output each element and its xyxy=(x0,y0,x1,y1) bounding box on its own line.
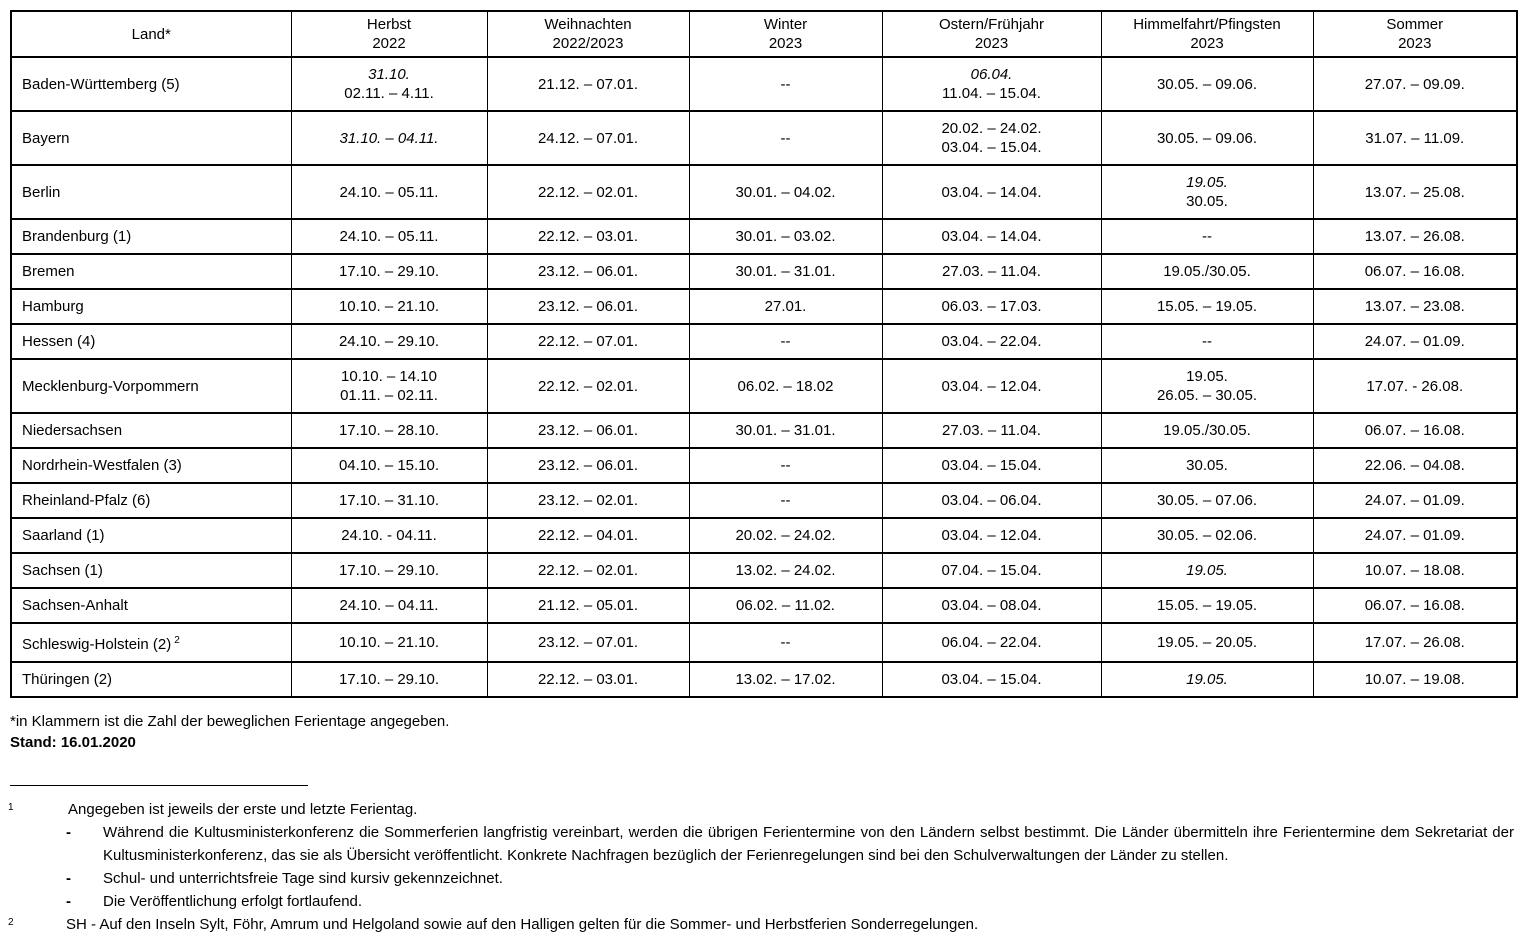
date-line: 24.10. – 29.10. xyxy=(338,333,440,350)
date-line: 22.12. – 03.01. xyxy=(537,671,639,688)
date-line: 17.07. – 26.08. xyxy=(1364,634,1465,651)
date-line: 23.12. – 06.01. xyxy=(537,422,639,439)
date-line: -- xyxy=(1202,228,1212,245)
cell-sommer xyxy=(1313,623,1517,662)
date-line: -- xyxy=(780,129,791,147)
cell-sommer xyxy=(1313,413,1517,448)
cell-sommer xyxy=(1313,324,1517,359)
date-line: 24.10. – 05.11. xyxy=(339,183,439,201)
cell-ostern xyxy=(882,359,1101,413)
footnote-bullet xyxy=(66,890,1518,913)
land-cell: Baden-Württemberg (5) xyxy=(11,57,291,111)
footnote-1 xyxy=(10,798,1518,913)
cell-weihnachten xyxy=(487,413,689,448)
date-line: 30.01. – 31.01. xyxy=(735,263,836,280)
cell-sommer xyxy=(1313,553,1517,588)
cell-herbst xyxy=(291,111,487,165)
date-line: 24.10. – 04.11. xyxy=(339,597,439,614)
cell-herbst xyxy=(291,57,487,111)
date-line: 17.10. – 31.10. xyxy=(338,492,440,509)
column-header-himmelfahrt: Himmelfahrt/Pfingsten 2023 xyxy=(1101,11,1313,57)
date-line: 03.04. – 15.04. xyxy=(941,457,1042,474)
date-line: 22.12. – 02.01. xyxy=(537,562,639,579)
cell-weihnachten xyxy=(487,289,689,324)
date-line: 23.12. – 06.01. xyxy=(537,457,639,474)
date-line: 19.05. xyxy=(1186,562,1228,579)
cell-weihnachten xyxy=(487,483,689,518)
date-line: 06.03. – 17.03. xyxy=(941,298,1042,315)
cell-weihnachten xyxy=(487,254,689,289)
date-line: 03.04. – 15.04. xyxy=(941,671,1042,688)
date-line: 31.07. – 11.09. xyxy=(1365,129,1465,147)
date-line: 03.04. – 14.04. xyxy=(941,183,1042,201)
date-line: 03.04. – 12.04. xyxy=(941,377,1042,395)
date-line: 03.04. – 14.04. xyxy=(941,228,1042,245)
date-line: -- xyxy=(780,457,791,474)
table-row xyxy=(11,289,1517,324)
cell-himmelfahrt xyxy=(1101,111,1313,165)
date-line: 17.07. - 26.08. xyxy=(1366,377,1464,395)
footnote-1-number: 1 xyxy=(8,802,14,813)
footnote-2 xyxy=(10,913,1518,936)
cell-herbst xyxy=(291,623,487,662)
cell-sommer xyxy=(1313,254,1517,289)
date-line: 10.10. – 21.10. xyxy=(338,634,440,651)
cell-weihnachten xyxy=(487,165,689,219)
cell-sommer xyxy=(1313,57,1517,111)
table-body xyxy=(11,57,1517,697)
land-cell: Schleswig-Holstein (2) $^2$ xyxy=(11,623,291,662)
date-line: 30.01. – 31.01. xyxy=(735,422,836,439)
cell-herbst xyxy=(291,254,487,289)
land-cell: Niedersachsen xyxy=(11,413,291,448)
cell-herbst xyxy=(291,662,487,697)
cell-weihnachten xyxy=(487,553,689,588)
cell-sommer xyxy=(1313,448,1517,483)
cell-sommer xyxy=(1313,111,1517,165)
land-cell: Rheinland-Pfalz (6) xyxy=(11,483,291,518)
date-line: 19.05. xyxy=(1186,174,1228,191)
cell-winter xyxy=(689,324,882,359)
cell-winter xyxy=(689,359,882,413)
cell-winter xyxy=(689,165,882,219)
header-row xyxy=(11,11,1517,57)
date-line: 30.01. – 04.02. xyxy=(735,183,836,201)
bullet-dash: - xyxy=(66,893,71,910)
date-line: 13.02. – 17.02. xyxy=(735,671,836,688)
date-line: 10.10. – 21.10. xyxy=(338,298,440,315)
date-line: -- xyxy=(780,634,791,651)
table-header xyxy=(11,11,1517,57)
date-line: 24.07. – 01.09. xyxy=(1364,333,1465,350)
date-line: 03.04. – 08.04. xyxy=(941,597,1042,614)
date-line: 06.07. – 16.08. xyxy=(1364,422,1465,439)
date-line: 06.04. xyxy=(970,66,1013,83)
cell-sommer xyxy=(1313,219,1517,254)
bullet-text: Die Veröffentlichung erfolgt fortlaufend. xyxy=(103,893,363,910)
date-line: 01.11. – 02.11. xyxy=(340,387,438,404)
table-row xyxy=(11,57,1517,111)
cell-herbst xyxy=(291,324,487,359)
date-line: 11.04. – 15.04. xyxy=(942,85,1041,102)
date-line: 30.05. xyxy=(1186,193,1228,210)
date-line: 21.12. – 07.01. xyxy=(537,75,639,93)
cell-himmelfahrt xyxy=(1101,413,1313,448)
cell-himmelfahrt xyxy=(1101,254,1313,289)
cell-ostern xyxy=(882,518,1101,553)
date-line: 23.12. – 07.01. xyxy=(537,634,639,651)
date-line: 22.12. – 07.01. xyxy=(537,333,639,350)
footnote-1-text: Angegeben ist jeweils der erste und letzte Ferientag. xyxy=(68,801,418,818)
cell-himmelfahrt xyxy=(1101,553,1313,588)
table-row xyxy=(11,413,1517,448)
cell-ostern xyxy=(882,413,1101,448)
table-row xyxy=(11,254,1517,289)
table-row xyxy=(11,111,1517,165)
column-header-winter: Winter 2023 xyxy=(689,11,882,57)
land-cell: Thüringen (2) xyxy=(11,662,291,697)
cell-himmelfahrt xyxy=(1101,219,1313,254)
cell-herbst xyxy=(291,289,487,324)
table-row xyxy=(11,165,1517,219)
date-line: 19.05. – 20.05. xyxy=(1156,634,1258,651)
table-row xyxy=(11,359,1517,413)
date-line: 24.10. - 04.11. xyxy=(341,527,437,544)
land-cell: Berlin xyxy=(11,165,291,219)
date-line: -- xyxy=(780,333,791,350)
bullet-text: Schul- und unterrichtsfreie Tage sind kursiv gekennzeichnet. xyxy=(103,870,503,887)
date-line: 22.06. – 04.08. xyxy=(1364,457,1465,474)
cell-weihnachten xyxy=(487,448,689,483)
land-cell: Brandenburg (1) xyxy=(11,219,291,254)
cell-ostern xyxy=(882,165,1101,219)
cell-himmelfahrt xyxy=(1101,359,1313,413)
date-line: 15.05. – 19.05. xyxy=(1156,298,1258,315)
cell-sommer xyxy=(1313,483,1517,518)
bullet-dash: - xyxy=(66,824,71,841)
cell-himmelfahrt xyxy=(1101,483,1313,518)
cell-weihnachten xyxy=(487,111,689,165)
footnote-bullet xyxy=(66,821,1518,867)
cell-sommer xyxy=(1313,518,1517,553)
cell-himmelfahrt xyxy=(1101,448,1313,483)
column-header-sommer: Sommer 2023 xyxy=(1313,11,1517,57)
date-line: 03.04. – 22.04. xyxy=(941,333,1042,350)
cell-weihnachten xyxy=(487,588,689,623)
cell-ostern xyxy=(882,324,1101,359)
cell-weihnachten xyxy=(487,359,689,413)
date-line: 23.12. – 02.01. xyxy=(537,492,639,509)
stand-date: Stand: 16.01.2020 xyxy=(10,734,136,751)
footnote-separator xyxy=(10,785,308,786)
date-line: 31.10. – 04.11. xyxy=(339,129,439,147)
table-row xyxy=(11,448,1517,483)
date-line: 04.10. – 15.10. xyxy=(338,457,440,474)
cell-winter xyxy=(689,662,882,697)
date-line: 24.10. – 05.11. xyxy=(339,228,439,245)
date-line: 26.05. – 30.05. xyxy=(1156,387,1258,404)
cell-sommer xyxy=(1313,289,1517,324)
date-line: 02.11. – 4.11. xyxy=(344,85,434,102)
cell-ostern xyxy=(882,588,1101,623)
date-line: 27.01. xyxy=(764,298,807,315)
column-header-herbst: Herbst 2022 xyxy=(291,11,487,57)
footnote-bullet xyxy=(66,867,1518,890)
notes-block xyxy=(10,711,1518,753)
date-line: 13.07. – 26.08. xyxy=(1364,228,1465,245)
cell-herbst xyxy=(291,553,487,588)
date-line: 27.07. – 09.09. xyxy=(1364,75,1465,93)
land-cell: Sachsen (1) xyxy=(11,553,291,588)
date-line: 19.05./30.05. xyxy=(1163,422,1251,439)
date-line: 27.03. – 11.04. xyxy=(942,422,1041,439)
table-row xyxy=(11,662,1517,697)
date-line: 06.04. – 22.04. xyxy=(941,634,1042,651)
asterisk-note: *in Klammern ist die Zahl der beweglichen Ferientage angegeben. xyxy=(10,713,450,730)
cell-sommer xyxy=(1313,588,1517,623)
date-line: 06.02. – 11.02. xyxy=(736,597,835,614)
cell-weihnachten xyxy=(487,219,689,254)
bullet-dash: - xyxy=(66,870,71,887)
land-footnote-ref: 2 xyxy=(174,635,180,646)
cell-winter xyxy=(689,483,882,518)
date-line: 20.02. – 24.02. xyxy=(735,527,836,544)
cell-winter xyxy=(689,254,882,289)
cell-winter xyxy=(689,588,882,623)
date-line: 03.04. – 12.04. xyxy=(941,527,1042,544)
date-line: -- xyxy=(780,492,791,509)
table-row xyxy=(11,623,1517,662)
land-cell: Hessen (4) xyxy=(11,324,291,359)
date-line: 10.10. – 14.10 xyxy=(341,368,437,385)
date-line: 30.01. – 03.02. xyxy=(735,228,836,245)
date-line: -- xyxy=(780,75,791,93)
ferientermine-table xyxy=(10,10,1518,698)
cell-ostern xyxy=(882,289,1101,324)
date-line: 17.10. – 29.10. xyxy=(338,671,440,688)
date-line: 24.12. – 07.01. xyxy=(537,129,639,147)
cell-ostern xyxy=(882,111,1101,165)
column-header-weihnachten: Weihnachten 2022/2023 xyxy=(487,11,689,57)
cell-ostern xyxy=(882,219,1101,254)
cell-sommer xyxy=(1313,359,1517,413)
land-cell: Bayern xyxy=(11,111,291,165)
cell-winter xyxy=(689,448,882,483)
cell-ostern xyxy=(882,254,1101,289)
cell-himmelfahrt xyxy=(1101,57,1313,111)
cell-himmelfahrt xyxy=(1101,518,1313,553)
cell-ostern xyxy=(882,57,1101,111)
cell-himmelfahrt xyxy=(1101,289,1313,324)
date-line: 07.04. – 15.04. xyxy=(941,562,1042,579)
cell-ostern xyxy=(882,662,1101,697)
date-line: 21.12. – 05.01. xyxy=(537,597,639,614)
land-cell: Bremen xyxy=(11,254,291,289)
land-cell: Hamburg xyxy=(11,289,291,324)
cell-ostern xyxy=(882,483,1101,518)
date-line: 30.05. xyxy=(1186,457,1228,474)
cell-ostern xyxy=(882,448,1101,483)
date-line: 19.05. xyxy=(1186,368,1228,385)
date-line: 23.12. – 06.01. xyxy=(537,263,639,280)
cell-herbst xyxy=(291,165,487,219)
date-line: 30.05. – 09.06. xyxy=(1156,129,1258,147)
table-row xyxy=(11,219,1517,254)
date-line: 22.12. – 03.01. xyxy=(537,228,639,245)
date-line: 17.10. – 28.10. xyxy=(338,422,440,439)
cell-weihnachten xyxy=(487,623,689,662)
land-cell: Nordrhein-Westfalen (3) xyxy=(11,448,291,483)
date-line: 30.05. – 09.06. xyxy=(1156,75,1258,93)
footnote-2-text: SH - Auf den Inseln Sylt, Föhr, Amrum und Helgoland sowie auf den Halligen gelten für die Sommer- und Herbstferien Sonderregelungen. xyxy=(66,916,979,933)
cell-herbst xyxy=(291,518,487,553)
date-line: 03.04. – 15.04. xyxy=(941,139,1042,156)
cell-himmelfahrt xyxy=(1101,662,1313,697)
date-line: 13.07. – 23.08. xyxy=(1364,298,1465,315)
cell-weihnachten xyxy=(487,324,689,359)
footnote-section xyxy=(10,798,1518,936)
table-row xyxy=(11,483,1517,518)
date-line: 30.05. – 02.06. xyxy=(1156,527,1258,544)
bullet-text: Während die Kultusministerkonferenz die Sommerferien langfristig vereinbart, werden die übrigen Ferientermine von den Ländern selbst bestimmt. Die Länder übermitteln ihre Ferientermine dem Sekretariat der Kultusministerkonferenz, das sie als Übersicht veröffentlicht. Konkrete Nachfragen bezüglich der Ferienregelungen sind bei den Schulverwaltungen der Länder zu stellen. xyxy=(103,824,1514,864)
footnote-1-bullets xyxy=(10,821,1518,913)
cell-himmelfahrt xyxy=(1101,165,1313,219)
date-line: 06.07. – 16.08. xyxy=(1364,263,1465,280)
cell-winter xyxy=(689,623,882,662)
date-line: 17.10. – 29.10. xyxy=(338,562,440,579)
date-line: 06.07. – 16.08. xyxy=(1364,597,1465,614)
date-line: 27.03. – 11.04. xyxy=(942,263,1041,280)
date-line: 20.02. – 24.02. xyxy=(941,120,1042,137)
table-row xyxy=(11,518,1517,553)
cell-ostern xyxy=(882,623,1101,662)
cell-winter xyxy=(689,57,882,111)
date-line: 22.12. – 04.01. xyxy=(537,527,639,544)
table-row xyxy=(11,588,1517,623)
table-row xyxy=(11,553,1517,588)
cell-winter xyxy=(689,553,882,588)
date-line: 22.12. – 02.01. xyxy=(537,183,639,201)
land-cell: Sachsen-Anhalt xyxy=(11,588,291,623)
date-line: 10.07. – 18.08. xyxy=(1364,562,1465,579)
cell-herbst xyxy=(291,413,487,448)
column-header-ostern: Ostern/Frühjahr 2023 xyxy=(882,11,1101,57)
land-cell: Mecklenburg-Vorpommern xyxy=(11,359,291,413)
date-line: 17.10. – 29.10. xyxy=(338,263,440,280)
date-line: 31.10. xyxy=(368,66,410,83)
cell-winter xyxy=(689,413,882,448)
date-line: 24.07. – 01.09. xyxy=(1364,492,1465,509)
cell-weihnachten xyxy=(487,662,689,697)
cell-himmelfahrt xyxy=(1101,324,1313,359)
date-line: 19.05./30.05. xyxy=(1163,263,1251,280)
date-line: 03.04. – 06.04. xyxy=(941,492,1042,509)
footnote-2-number: 2 xyxy=(8,917,14,928)
cell-winter xyxy=(689,111,882,165)
cell-sommer xyxy=(1313,165,1517,219)
land-cell: Saarland (1) xyxy=(11,518,291,553)
cell-herbst xyxy=(291,359,487,413)
cell-herbst xyxy=(291,448,487,483)
column-header-land: Land* xyxy=(11,11,291,57)
cell-winter xyxy=(689,518,882,553)
date-line: 30.05. – 07.06. xyxy=(1156,492,1258,509)
cell-herbst xyxy=(291,219,487,254)
date-line: 13.07. – 25.08. xyxy=(1364,183,1465,201)
cell-weihnachten xyxy=(487,518,689,553)
cell-winter xyxy=(689,289,882,324)
cell-ostern xyxy=(882,553,1101,588)
date-line: 06.02. – 18.02 xyxy=(737,377,834,395)
date-line: 22.12. – 02.01. xyxy=(537,377,639,395)
cell-winter xyxy=(689,219,882,254)
table-row xyxy=(11,324,1517,359)
date-line: 10.07. – 19.08. xyxy=(1364,671,1465,688)
cell-himmelfahrt xyxy=(1101,588,1313,623)
cell-weihnachten xyxy=(487,57,689,111)
cell-herbst xyxy=(291,588,487,623)
date-line: -- xyxy=(1202,333,1212,350)
cell-sommer xyxy=(1313,662,1517,697)
date-line: 19.05. xyxy=(1186,671,1228,688)
date-line: 23.12. – 06.01. xyxy=(537,298,639,315)
cell-herbst xyxy=(291,483,487,518)
cell-himmelfahrt xyxy=(1101,623,1313,662)
date-line: 24.07. – 01.09. xyxy=(1364,527,1465,544)
date-line: 15.05. – 19.05. xyxy=(1156,597,1258,614)
date-line: 13.02. – 24.02. xyxy=(735,562,836,579)
